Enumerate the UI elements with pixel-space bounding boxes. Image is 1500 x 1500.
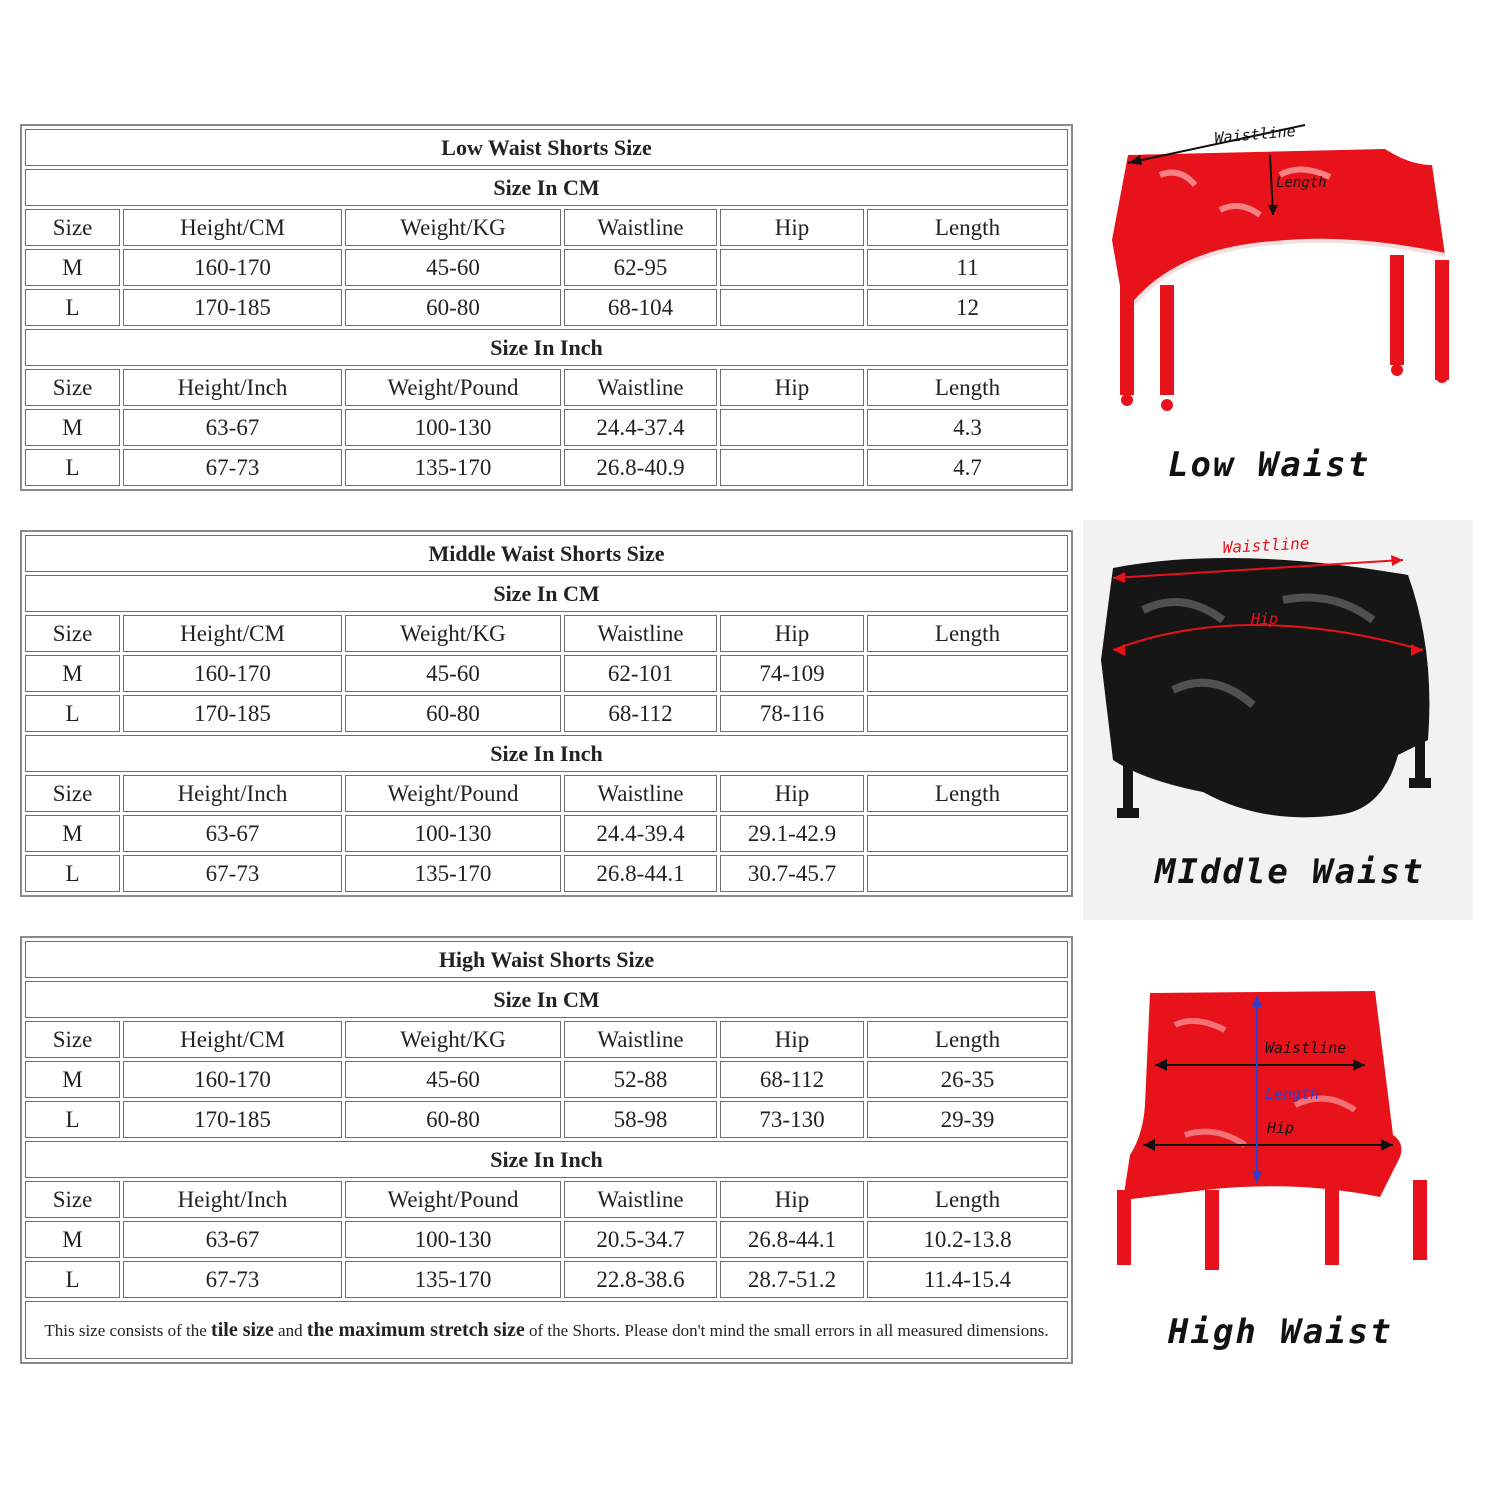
column-header: Height/Inch [123,775,342,812]
garter-strap [1390,255,1404,365]
table-cell: 63-67 [123,1221,342,1258]
column-header: Size [25,1181,120,1218]
column-header: Weight/KG [345,1021,561,1058]
table-cell: 28.7-51.2 [720,1261,864,1298]
waistline-label: Waistline [1222,533,1310,557]
garter-strap [1205,1190,1219,1270]
table-cell [867,655,1068,692]
table-title: High Waist Shorts Size [25,941,1068,978]
column-header: Hip [720,1021,864,1058]
table-row [25,695,1068,732]
table-cell: 63-67 [123,815,342,852]
column-header: Hip [720,369,864,406]
table-cell: 63-67 [123,409,342,446]
column-header: Height/CM [123,209,342,246]
garter-strap [1117,1190,1131,1265]
table-cell: M [25,815,120,852]
table-cell: M [25,409,120,446]
table-cell: 160-170 [123,1061,342,1098]
low-waist-size-table [20,124,1073,491]
table-cell: 170-185 [123,695,342,732]
table-cell: 67-73 [123,449,342,486]
column-header: Size [25,775,120,812]
section-heading-inch: Size In Inch [25,329,1068,366]
column-header: Hip [720,1181,864,1218]
column-header: Hip [720,775,864,812]
table-row [25,1101,1068,1138]
table-cell: L [25,289,120,326]
table-cell: 60-80 [345,1101,561,1138]
table-cell: 10.2-13.8 [867,1221,1068,1258]
table-cell: 135-170 [345,449,561,486]
table-cell: 26.8-44.1 [564,855,717,892]
table-cell: L [25,695,120,732]
table-cell: 135-170 [345,855,561,892]
column-header: Size [25,369,120,406]
table-cell: 62-95 [564,249,717,286]
table-cell: 67-73 [123,855,342,892]
table-cell: 73-130 [720,1101,864,1138]
high-waist-size-table [20,936,1073,1364]
column-header: Length [867,1021,1068,1058]
table-cell: 45-60 [345,655,561,692]
column-header: Waistline [564,1021,717,1058]
table-cell: 4.7 [867,449,1068,486]
length-label: Length [1276,175,1327,191]
table-cell [720,249,864,286]
table-header-row [25,775,1068,812]
table-title: Middle Waist Shorts Size [25,535,1068,572]
garter-strap [1123,750,1133,810]
waistline-label: Waistline [1213,121,1297,147]
column-header: Waistline [564,209,717,246]
column-header: Hip [720,209,864,246]
table-cell [867,855,1068,892]
waistline-label: Waistline [1265,1039,1347,1057]
table-cell: 170-185 [123,1101,342,1138]
table-row [25,409,1068,446]
section-heading-inch: Size In Inch [25,1141,1068,1178]
table-cell: 67-73 [123,1261,342,1298]
column-header: Size [25,1021,120,1058]
table-cell [720,289,864,326]
table-cell: 12 [867,289,1068,326]
table-cell: M [25,1061,120,1098]
table-cell: 160-170 [123,655,342,692]
table-cell: 26-35 [867,1061,1068,1098]
column-header: Height/Inch [123,1181,342,1218]
table-cell: 60-80 [345,289,561,326]
table-cell: 62-101 [564,655,717,692]
column-header: Waistline [564,1181,717,1218]
table-cell: 11.4-15.4 [867,1261,1068,1298]
table-cell: 26.8-44.1 [720,1221,864,1258]
table-cell: 170-185 [123,289,342,326]
table-cell: L [25,1101,120,1138]
table-cell: 52-88 [564,1061,717,1098]
table-row [25,655,1068,692]
table-row [25,1221,1068,1258]
table-cell: 45-60 [345,249,561,286]
table-cell: 100-130 [345,815,561,852]
column-header: Length [867,615,1068,652]
section-heading-cm: Size In CM [25,981,1068,1018]
hip-label: Hip [1251,610,1279,628]
table-cell: 24.4-37.4 [564,409,717,446]
garter-strap [1325,1185,1339,1265]
hip-label: Hip [1267,1119,1295,1137]
column-header: Weight/KG [345,615,561,652]
garter-belt-body [1123,991,1401,1200]
table-row [25,449,1068,486]
column-header: Weight/Pound [345,775,561,812]
table-row [25,1061,1068,1098]
table-row [25,289,1068,326]
middle-waist-size-table [20,530,1073,897]
low-waist-product-image [1100,115,1480,430]
section-heading-inch: Size In Inch [25,735,1068,772]
table-row [25,1261,1068,1298]
table-cell: L [25,449,120,486]
table-header-row [25,615,1068,652]
size-note: This size consists of the tile size and the maximum stretch size of the Shorts. Please don't mind the small errors in all measured dimensions. [25,1301,1068,1359]
table-cell: 68-104 [564,289,717,326]
table-cell: M [25,249,120,286]
table-row [25,855,1068,892]
table-cell: 20.5-34.7 [564,1221,717,1258]
table-row [25,249,1068,286]
section-heading-cm: Size In CM [25,169,1068,206]
high-waist-caption: High Waist [1168,1312,1393,1352]
table-cell: 60-80 [345,695,561,732]
section-heading-cm: Size In CM [25,575,1068,612]
table-cell: 4.3 [867,409,1068,446]
table-cell: M [25,655,120,692]
table-header-row [25,369,1068,406]
table-cell: 29-39 [867,1101,1068,1138]
length-label: Length [1265,1085,1320,1103]
table-cell: 45-60 [345,1061,561,1098]
table-cell: L [25,1261,120,1298]
table-header-row [25,1181,1068,1218]
column-header: Height/Inch [123,369,342,406]
column-header: Length [867,775,1068,812]
table-cell: 26.8-40.9 [564,449,717,486]
table-cell [720,449,864,486]
garter-strap [1413,1180,1427,1260]
low-waist-caption: Low Waist [1168,445,1371,485]
table-cell: 24.4-39.4 [564,815,717,852]
column-header: Length [867,209,1068,246]
table-cell: 100-130 [345,1221,561,1258]
column-header: Weight/Pound [345,1181,561,1218]
table-cell: 11 [867,249,1068,286]
table-cell: 22.8-38.6 [564,1261,717,1298]
table-header-row [25,1021,1068,1058]
table-cell: 68-112 [720,1061,864,1098]
garter-strap [1435,260,1449,380]
column-header: Weight/KG [345,209,561,246]
high-waist-product-image [1095,985,1480,1285]
table-cell: 78-116 [720,695,864,732]
table-cell: 68-112 [564,695,717,732]
garter-strap [1160,285,1174,395]
column-header: Hip [720,615,864,652]
column-header: Waistline [564,369,717,406]
table-cell [720,409,864,446]
table-cell: 135-170 [345,1261,561,1298]
table-cell: 29.1-42.9 [720,815,864,852]
column-header: Waistline [564,775,717,812]
table-title: Low Waist Shorts Size [25,129,1068,166]
table-cell: M [25,1221,120,1258]
table-row [25,815,1068,852]
column-header: Size [25,209,120,246]
column-header: Size [25,615,120,652]
garter-strap [1415,720,1425,780]
table-cell [867,695,1068,732]
table-header-row [25,209,1068,246]
garter-strap [1120,275,1134,395]
column-header: Length [867,1181,1068,1218]
table-cell: 160-170 [123,249,342,286]
column-header: Height/CM [123,615,342,652]
column-header: Weight/Pound [345,369,561,406]
middle-waist-caption: MIddle Waist [1155,852,1425,892]
table-cell [867,815,1068,852]
column-header: Length [867,369,1068,406]
table-cell: 74-109 [720,655,864,692]
column-header: Waistline [564,615,717,652]
table-cell: L [25,855,120,892]
table-cell: 58-98 [564,1101,717,1138]
table-cell: 100-130 [345,409,561,446]
column-header: Height/CM [123,1021,342,1058]
table-cell: 30.7-45.7 [720,855,864,892]
